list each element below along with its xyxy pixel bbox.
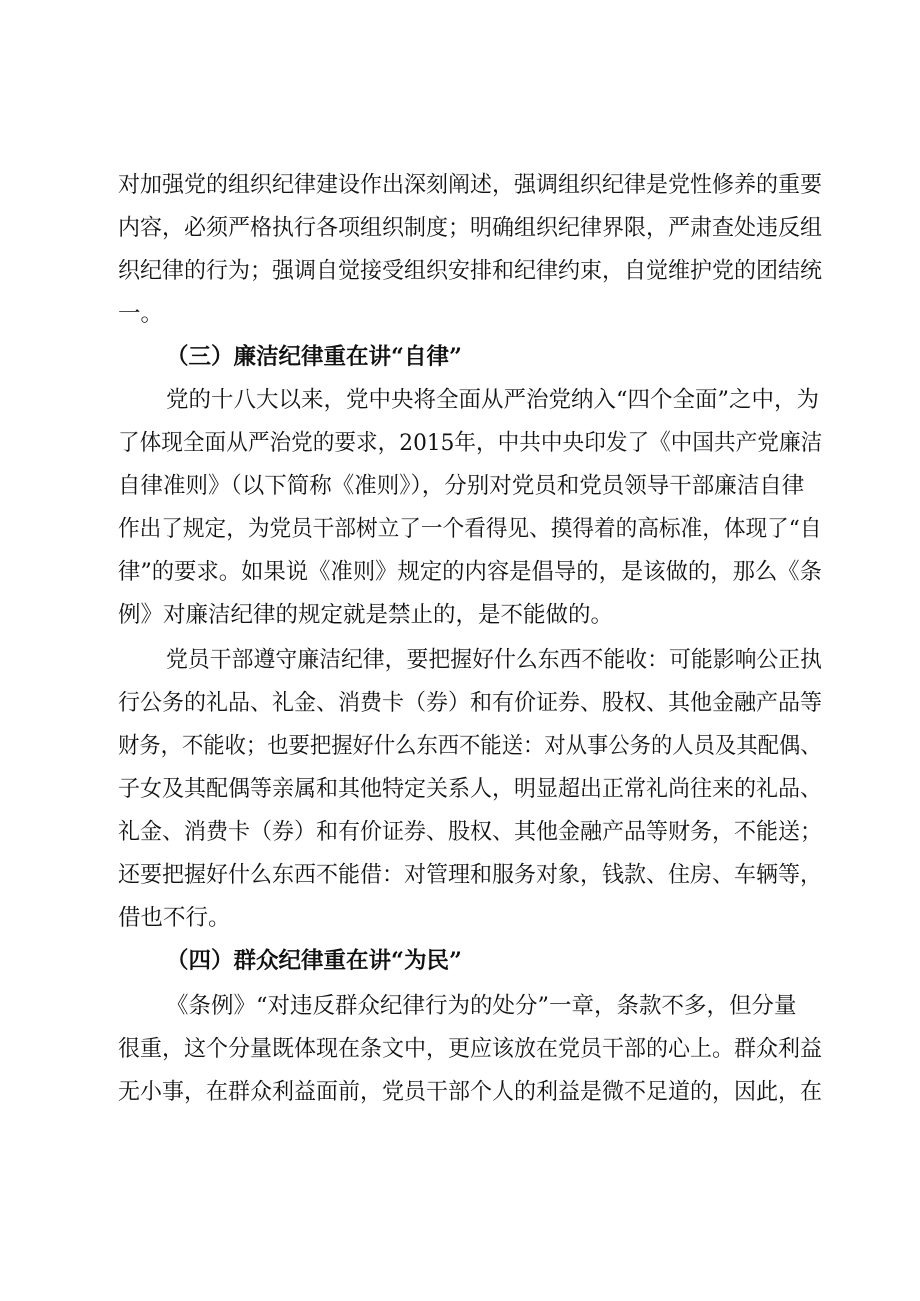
paragraph-line: 一。 — [118, 301, 164, 327]
paragraph-line: 律”的要求。如果说《准则》规定的内容是倡导的，是该做的，那么《条 — [118, 559, 822, 585]
section-heading-3: （三）廉洁纪律重在讲“自律” — [166, 344, 462, 370]
paragraph-line: 党员干部遵守廉洁纪律，要把握好什么东西不能收：可能影响公正执 — [166, 647, 823, 673]
paragraph-line: 党的十八大以来，党中央将全面从严治党纳入“四个全面”之中，为 — [166, 387, 820, 413]
section-heading-4: （四）群众纪律重在讲“为民” — [166, 948, 462, 974]
paragraph-line: 内容，必须严格执行各项组织制度；明确组织纪律界限，严肃查处违反组 — [118, 215, 823, 241]
paragraph-line: 财务，不能收；也要把握好什么东西不能送：对从事公务的人员及其配偶、 — [118, 733, 822, 759]
paragraph-line: 例》对廉洁纪律的规定就是禁止的，是不能做的。 — [118, 602, 614, 628]
paragraph-line: 很重，这个分量既体现在条文中，更应该放在党员干部的心上。群众利益 — [118, 1036, 823, 1062]
paragraph-line: 自律准则》（以下简称《准则》），分别对党员和党员领导干部廉洁自律 — [118, 473, 805, 499]
paragraph-line: 织纪律的行为；强调自觉接受组织安排和纪律约束，自觉维护党的团结统 — [118, 258, 823, 284]
paragraph-line: 作出了规定，为党员干部树立了一个看得见、摸得着的高标准，体现了“自 — [118, 516, 822, 542]
paragraph-line: 了体现全面从严治党的要求，2015年，中共中央印发了《中国共产党廉洁 — [118, 430, 823, 456]
paragraph-line: 借也不行。 — [118, 905, 231, 931]
paragraph-line: 还要把握好什么东西不能借：对管理和服务对象，钱款、住房、车辆等， — [118, 862, 823, 888]
paragraph-line: 对加强党的组织纪律建设作出深刻阐述，强调组织纪律是党性修养的重要 — [118, 172, 823, 198]
paragraph-line: 行公务的礼品、礼金、消费卡（券）和有价证券、股权、其他金融产品等 — [118, 690, 823, 716]
paragraph-line: 《条例》“对违反群众纪律行为的处分”一章，条款不多，但分量 — [166, 993, 797, 1019]
paragraph-line: 礼金、消费卡（券）和有价证券、股权、其他金融产品等财务，不能送； — [118, 819, 823, 845]
paragraph-line: 无小事，在群众利益面前，党员干部个人的利益是微不足道的，因此，在 — [118, 1079, 823, 1105]
paragraph-line: 子女及其配偶等亲属和其他特定关系人，明显超出正常礼尚往来的礼品、 — [118, 776, 823, 802]
